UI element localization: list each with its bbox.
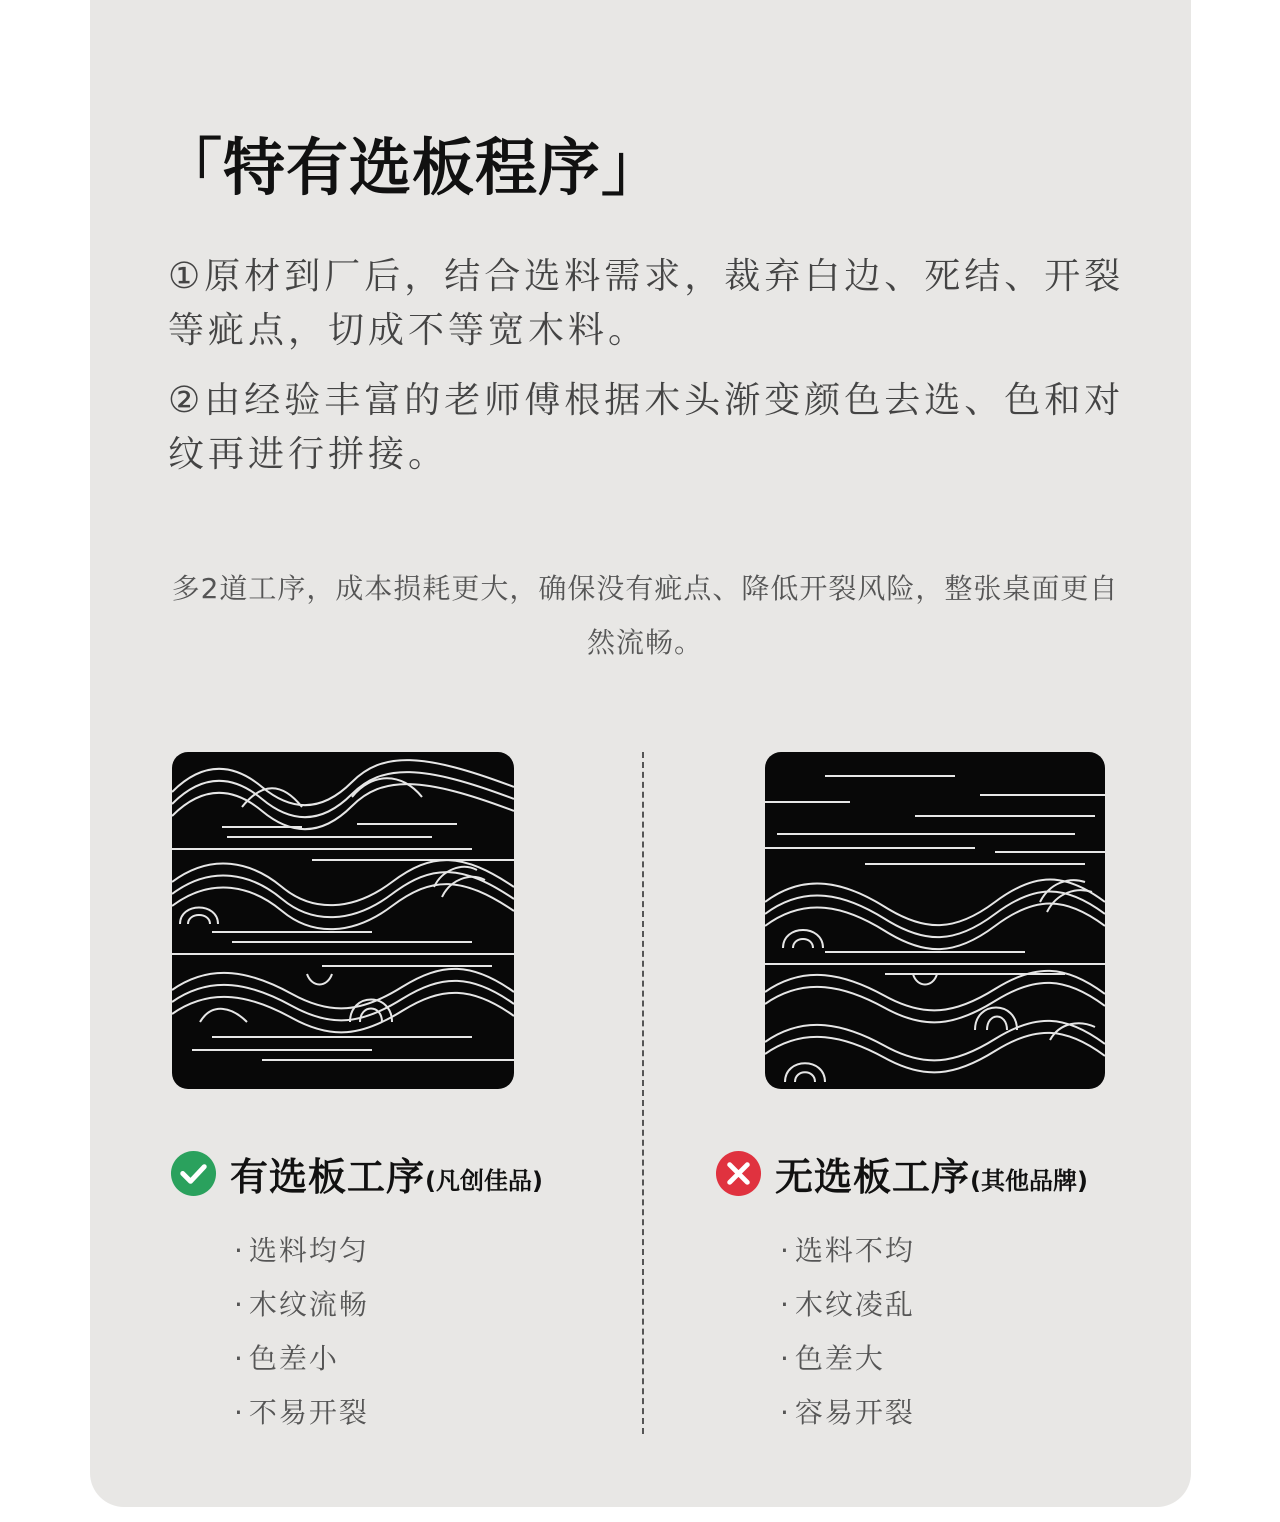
list-item-text: 选料均匀 xyxy=(248,1234,369,1267)
description-paragraph-2: ②由经验丰富的老师傅根据木头渐变颜色去选、色和对纹再进行拼接。 xyxy=(168,380,1125,475)
list-item xyxy=(780,1278,915,1332)
check-circle-icon xyxy=(170,1150,217,1197)
with-selection-heading xyxy=(170,1143,543,1203)
bullet-dot: · xyxy=(780,1234,791,1267)
list-item xyxy=(780,1386,915,1440)
bullet-dot: · xyxy=(780,1342,791,1375)
list-item-text: 容易开裂 xyxy=(794,1396,915,1429)
with-selection-list xyxy=(234,1224,369,1440)
list-item-text: 木纹流畅 xyxy=(248,1288,369,1321)
list-item xyxy=(234,1278,369,1332)
list-item xyxy=(780,1332,915,1386)
list-item xyxy=(234,1332,369,1386)
list-item-text: 色差大 xyxy=(794,1342,885,1375)
wood-grain-flowing-illustration xyxy=(172,752,514,1089)
description-paragraph-1: ①原材到厂后，结合选料需求，裁弃白边、死结、开裂等疵点，切成不等宽木料。 xyxy=(168,256,1125,351)
with-selection-title: 有选板工序 xyxy=(230,1154,426,1199)
with-selection-brand: (凡创佳品) xyxy=(425,1166,543,1195)
bullet-dot: · xyxy=(234,1288,245,1321)
bullet-dot: · xyxy=(234,1234,245,1267)
wood-grain-messy-illustration xyxy=(765,752,1105,1089)
page-title: 「特有选板程序」 xyxy=(160,131,665,204)
bullet-dot: · xyxy=(780,1288,791,1321)
list-item xyxy=(234,1224,369,1278)
list-item-text: 不易开裂 xyxy=(248,1396,369,1429)
list-item xyxy=(780,1224,915,1278)
list-item-text: 木纹凌乱 xyxy=(794,1288,915,1321)
x-circle-icon xyxy=(715,1150,762,1197)
without-selection-heading xyxy=(715,1143,1088,1203)
note-text: 多2道工序，成本损耗更大，确保没有疵点、降低开裂风险，整张桌面更自然流畅。 xyxy=(171,572,1119,659)
bullet-dot: · xyxy=(234,1396,245,1429)
without-selection-list xyxy=(780,1224,915,1440)
without-selection-brand: (其他品牌) xyxy=(970,1166,1088,1195)
list-item-text: 选料不均 xyxy=(794,1234,915,1267)
list-item-text: 色差小 xyxy=(248,1342,339,1375)
bullet-dot: · xyxy=(234,1342,245,1375)
comparison-divider xyxy=(642,752,644,1434)
bullet-dot: · xyxy=(780,1396,791,1429)
list-item xyxy=(234,1386,369,1440)
without-selection-title: 无选板工序 xyxy=(775,1154,971,1199)
